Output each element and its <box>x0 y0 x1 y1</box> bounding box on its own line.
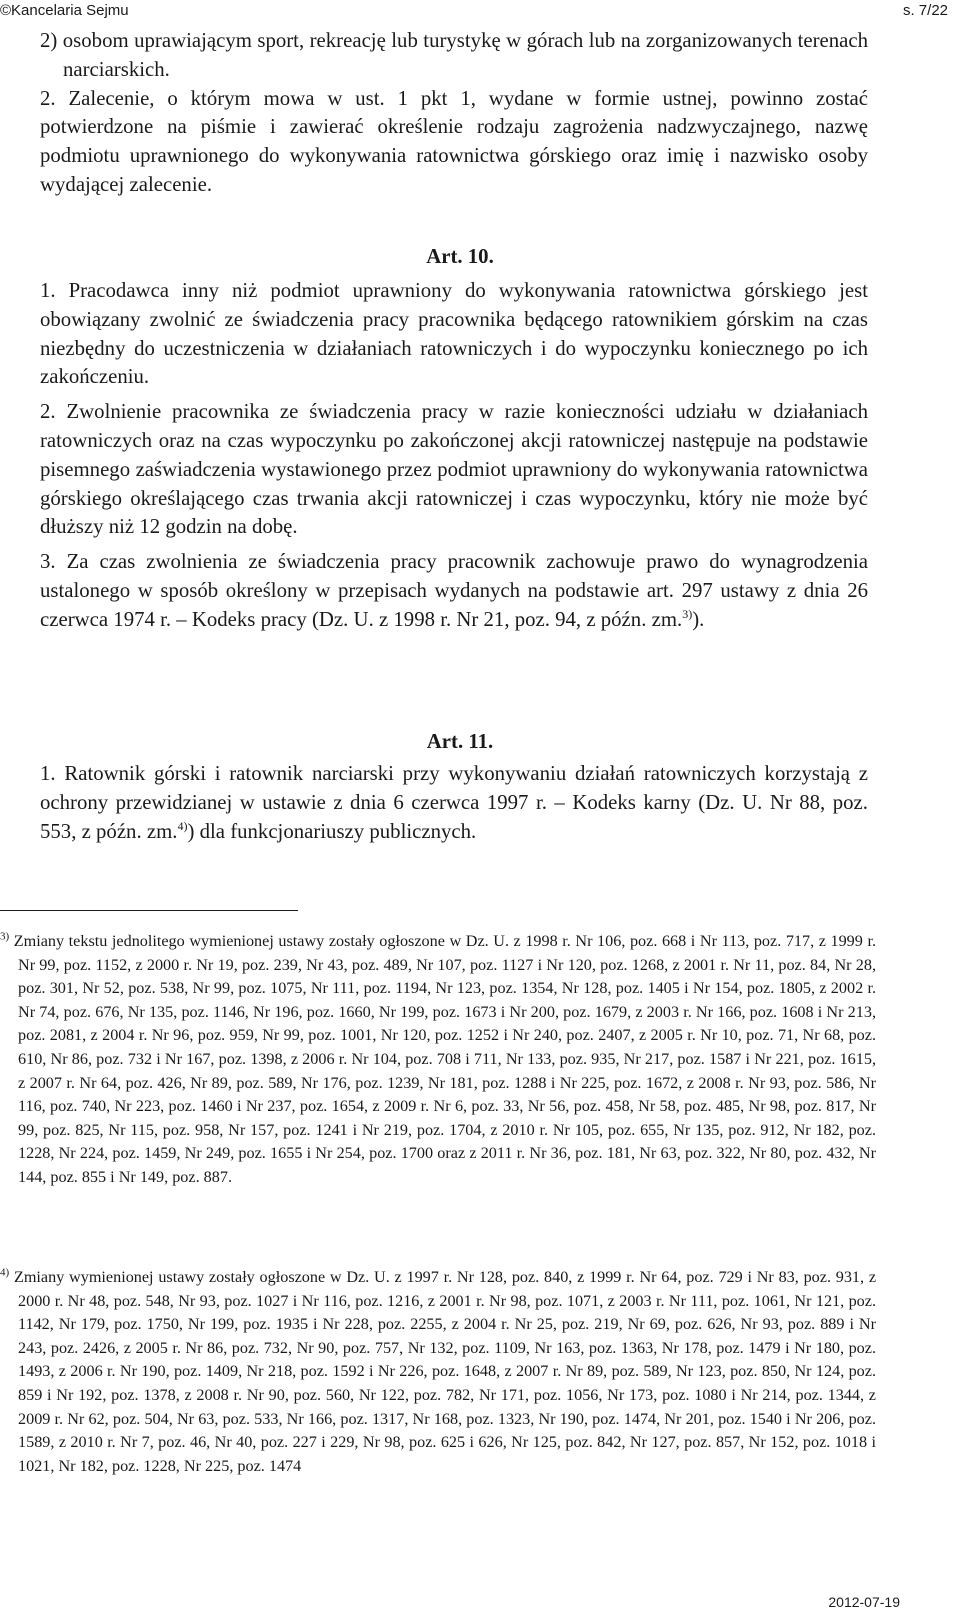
list-item-2: 2) osobom uprawiającym sport, rekreację lub turystykę w górach lub na zorganizowanych terenach narciarskich. <box>40 29 868 81</box>
article-10-paragraph-2: 2. Zwolnienie pracownika ze świadczenia pracy w razie konieczności udziału w działaniach ratowniczych oraz na czas wypoczynku po zakończonej akcji ratowniczej następuje na podstawie pisemnego zaświadczenia wystawionego przez podmiot uprawniony do wykonywania ratownictwa górskiego określającego czas trwania akcji ratowniczej i czas wypoczynku, który nie może być dłuższy niż 12 godzin na dobę. <box>40 400 868 539</box>
article-11-paragraph-1 <box>40 760 868 846</box>
footnote-4 <box>0 1266 876 1478</box>
article-11-paragraph-1-end: ) dla funkcjonariuszy publicznych. <box>187 819 477 843</box>
article-10-paragraph-3 <box>40 548 868 634</box>
article-11-heading: Art. 11. <box>426 730 494 753</box>
document-date: 2012-07-19 <box>828 1594 900 1610</box>
article-10-paragraph-3-end: ). <box>692 607 705 631</box>
footnote-3-text: Zmiany tekstu jednolitego wymienionej ustawy zostały ogłoszone w Dz. U. z 1998 r. Nr 106, poz. 668 i Nr 113, poz. 717, z 1999 r. Nr 99, poz. 1152, z 2000 r. Nr 19, poz. 239, Nr 43, poz. 489, Nr 107, poz. 1127 i Nr 120, poz. 1268, z 2001 r. Nr 11, poz. 84, Nr 28, poz. 301, Nr 52, poz. 538, Nr 99, poz. 1075, Nr 111, poz. 1194, Nr 123, poz. 1354, Nr 128, poz. 1405 i Nr 154, poz. 1805, z 2002 r. Nr 74, poz. 676, Nr 135, poz. 1146, Nr 196, poz. 1660, Nr 199, poz. 1673 i Nr 200, poz. 1679, z 2003 r. Nr 166, poz. 1608 i Nr 213, poz. 2081, z 2004 r. Nr 96, poz. 959, Nr 99, poz. 1001, Nr 120, poz. 1252 i Nr 240, poz. 2407, z 2005 r. Nr 10, poz. 71, Nr 68, poz. 610, Nr 86, poz. 732 i Nr 167, poz. 1398, z 2006 r. Nr 104, poz. 708 i 711, Nr 133, poz. 935, Nr 217, poz. 1587 i Nr 221, poz. 1615, z 2007 r. Nr 64, poz. 426, Nr 89, poz. 589, Nr 176, poz. 1239, Nr 181, poz. 1288 i Nr 225, poz. 1672, z 2008 r. Nr 93, poz. 586, Nr 116, poz. 740, Nr 223, poz. 1460 i Nr 237, poz. 1654, z 2009 r. Nr 6, poz. 33, Nr 56, poz. 458, Nr 58, poz. 485, Nr 98, poz. 817, Nr 99, poz. 825, Nr 115, poz. 958, Nr 157, poz. 1241 i Nr 219, poz. 1704, z 2010 r. Nr 105, poz. 655, Nr 135, poz. 912, Nr 182, poz. 1228, Nr 224, poz. 1459, Nr 249, poz. 1655 i Nr 254, poz. 1700 oraz z 2011 r. Nr 36, poz. 181, Nr 63, poz. 322, Nr 80, poz. 432, Nr 144, poz. 855 i Nr 149, poz. 887. <box>13 932 876 1186</box>
section-top <box>40 27 868 200</box>
article-10-paragraph-1: 1. Pracodawca inny niż podmiot uprawniony do wykonywania ratownictwa górskiego jest obowiązany zwolnić ze świadczenia pracy pracownika będącego ratownikiem górskim na czas niezbędny do uczestniczenia w działaniach ratowniczych i do wypoczynku koniecznego po ich zakończeniu. <box>40 279 868 389</box>
article-11-paragraph-1-text: 1. Ratownik górski i ratownik narciarski przy wykonywaniu działań ratowniczych korzystają z ochrony przewidzianej w ustawie z dnia 6 czerwca 1997 r. – Kodeks karny (Dz. U. Nr 88, poz. 553, z późn. zm. <box>40 762 868 843</box>
publisher-label: ©Kancelaria Sejmu <box>0 2 129 19</box>
footnote-ref-3[interactable]: 3) <box>682 606 693 621</box>
article-10-paragraph-3-text: 3. Za czas zwolnienia ze świadczenia pracy pracownik zachowuje prawo do wynagrodzenia ustalonego w sposób określony w przepisach wydanych na podstawie art. 297 ustawy z dnia 26 czerwca 1974 r. – Kodeks pracy (Dz. U. z 1998 r. Nr 21, poz. 94, z późn. zm. <box>40 550 868 631</box>
article-11-body <box>40 760 868 846</box>
footnote-3-mark: 3) <box>0 930 10 943</box>
footnote-ref-4[interactable]: 4) <box>177 818 188 833</box>
article-10-body <box>40 277 868 635</box>
footnote-4-text: Zmiany wymienionej ustawy zostały ogłoszone w Dz. U. z 1997 r. Nr 128, poz. 840, z 1999 r. Nr 64, poz. 729 i Nr 83, poz. 931, z 2000 r. Nr 48, poz. 548, Nr 93, poz. 1027 i Nr 116, poz. 1216, z 2001 r. Nr 98, poz. 1071, z 2003 r. Nr 111, poz. 1061, Nr 121, poz. 1142, Nr 179, poz. 1750, Nr 199, poz. 1935 i Nr 228, poz. 2255, z 2004 r. Nr 25, poz. 219, Nr 69, poz. 626, Nr 93, poz. 889 i Nr 243, poz. 2426, z 2005 r. Nr 86, poz. 732, Nr 90, poz. 757, Nr 132, poz. 1109, Nr 163, poz. 1363, Nr 178, poz. 1479 i Nr 180, poz. 1493, z 2006 r. Nr 190, poz. 1409, Nr 218, poz. 1592 i Nr 226, poz. 1648, z 2007 r. Nr 89, poz. 589, Nr 123, poz. 850, Nr 124, poz. 859 i Nr 192, poz. 1378, z 2008 r. Nr 90, poz. 560, Nr 122, poz. 782, Nr 171, poz. 1056, Nr 173, poz. 1080 i Nr 214, poz. 1344, z 2009 r. Nr 62, poz. 504, Nr 63, poz. 533, Nr 166, poz. 1317, Nr 168, poz. 1323, Nr 190, poz. 1474, Nr 201, poz. 1540 i Nr 206, poz. 1589, z 2010 r. Nr 7, poz. 46, Nr 40, poz. 227 i 229, Nr 98, poz. 625 i 626, Nr 125, poz. 842, Nr 127, poz. 857, Nr 152, poz. 1018 i 1021, Nr 182, poz. 1228, Nr 225, poz. 1474 <box>13 1268 877 1475</box>
article-10-heading: Art. 10. <box>426 245 494 268</box>
footnote-separator <box>0 910 298 911</box>
footnote-3 <box>0 930 876 1190</box>
paragraph-2: 2. Zalecenie, o którym mowa w ust. 1 pkt 1, wydane w formie ustnej, powinno zostać potwierdzone na piśmie i zawierać określenie rodzaju zagrożenia nadzwyczajnego, nazwę podmiotu uprawnionego do wykonywania ratownictwa górskiego oraz imię i nazwisko osoby wydającej zalecenie. <box>40 86 868 196</box>
footnote-4-mark: 4) <box>0 1266 10 1279</box>
page-number: s. 7/22 <box>902 2 948 19</box>
